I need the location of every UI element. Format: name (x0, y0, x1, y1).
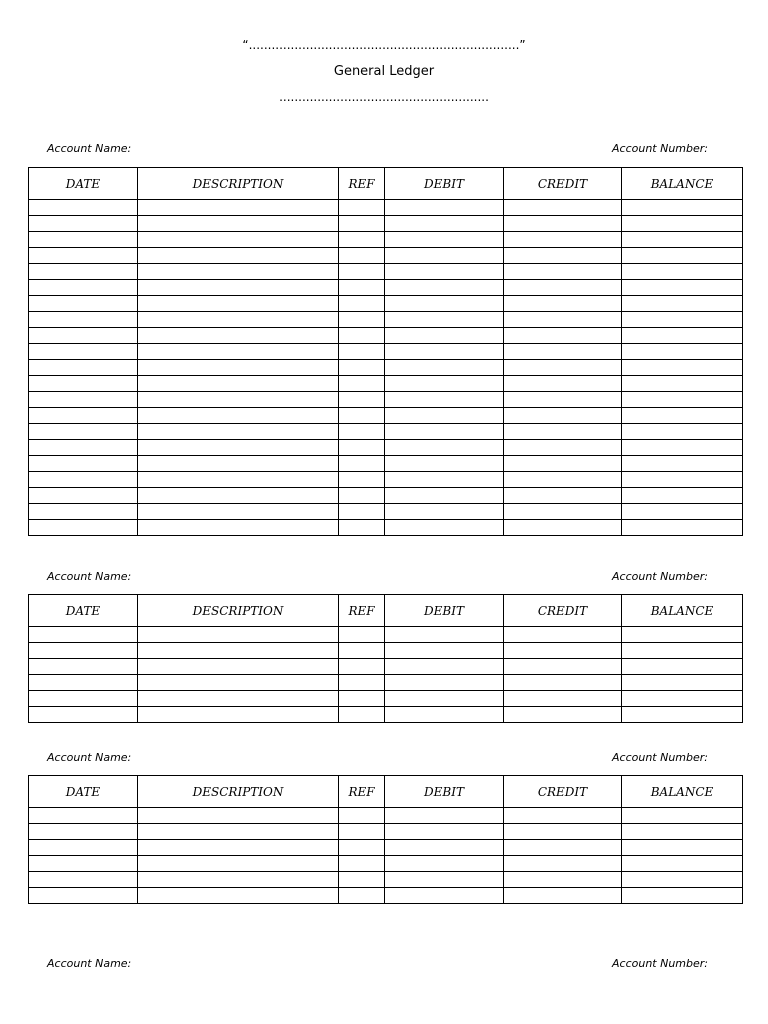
cell-balance[interactable] (622, 216, 743, 232)
cell-description[interactable] (138, 520, 339, 536)
cell-description[interactable] (138, 408, 339, 424)
cell-credit[interactable] (504, 504, 622, 520)
table-row (29, 888, 743, 904)
column-header-ref: REF (339, 595, 385, 627)
cell-date[interactable] (29, 840, 138, 856)
cell-date[interactable] (29, 248, 138, 264)
cell-debit[interactable] (385, 659, 504, 675)
column-header-description: DESCRIPTION (138, 776, 339, 808)
cell-credit[interactable] (504, 659, 622, 675)
header-dots-top: “.......................................................................” (242, 38, 526, 52)
table-row (29, 707, 743, 723)
table-row (29, 264, 743, 280)
table-row (29, 376, 743, 392)
table-row (29, 280, 743, 296)
cell-ref[interactable] (339, 888, 385, 904)
table-row (29, 408, 743, 424)
cell-credit[interactable] (504, 824, 622, 840)
cell-date[interactable] (29, 280, 138, 296)
cell-description[interactable] (138, 472, 339, 488)
cell-description[interactable] (138, 824, 339, 840)
cell-description[interactable] (138, 200, 339, 216)
table-row (29, 360, 743, 376)
cell-balance[interactable] (622, 440, 743, 456)
table-row (29, 200, 743, 216)
cell-ref[interactable] (339, 840, 385, 856)
cell-debit[interactable] (385, 691, 504, 707)
cell-debit[interactable] (385, 472, 504, 488)
cell-date[interactable] (29, 504, 138, 520)
cell-balance[interactable] (622, 472, 743, 488)
account-number-label: Account Number: (612, 142, 708, 155)
cell-balance[interactable] (622, 840, 743, 856)
cell-date[interactable] (29, 472, 138, 488)
cell-date[interactable] (29, 872, 138, 888)
cell-ref[interactable] (339, 344, 385, 360)
cell-credit[interactable] (504, 840, 622, 856)
table-row (29, 312, 743, 328)
cell-credit[interactable] (504, 360, 622, 376)
cell-description[interactable] (138, 376, 339, 392)
account-number-label: Account Number: (612, 570, 708, 583)
cell-date[interactable] (29, 440, 138, 456)
table-row (29, 520, 743, 536)
cell-date[interactable] (29, 264, 138, 280)
cell-ref[interactable] (339, 856, 385, 872)
cell-credit[interactable] (504, 691, 622, 707)
cell-credit[interactable] (504, 296, 622, 312)
cell-ref[interactable] (339, 707, 385, 723)
column-header-description: DESCRIPTION (138, 595, 339, 627)
cell-debit[interactable] (385, 424, 504, 440)
cell-date[interactable] (29, 643, 138, 659)
cell-date[interactable] (29, 408, 138, 424)
cell-balance[interactable] (622, 328, 743, 344)
column-header-description: DESCRIPTION (138, 168, 339, 200)
cell-ref[interactable] (339, 216, 385, 232)
cell-debit[interactable] (385, 520, 504, 536)
header-dots-bottom: ....................................................... (279, 90, 489, 104)
table-row (29, 488, 743, 504)
cell-ref[interactable] (339, 264, 385, 280)
cell-balance[interactable] (622, 408, 743, 424)
table-row (29, 824, 743, 840)
column-header-debit: DEBIT (385, 168, 504, 200)
cell-credit[interactable] (504, 280, 622, 296)
account-info-row (47, 142, 708, 158)
cell-debit[interactable] (385, 328, 504, 344)
cell-date[interactable] (29, 376, 138, 392)
cell-date[interactable] (29, 856, 138, 872)
cell-description[interactable] (138, 856, 339, 872)
cell-debit[interactable] (385, 376, 504, 392)
cell-description[interactable] (138, 659, 339, 675)
table-row (29, 856, 743, 872)
table-row (29, 675, 743, 691)
cell-description[interactable] (138, 392, 339, 408)
cell-debit[interactable] (385, 408, 504, 424)
cell-ref[interactable] (339, 280, 385, 296)
cell-ref[interactable] (339, 456, 385, 472)
table-row (29, 216, 743, 232)
column-header-ref: REF (339, 776, 385, 808)
cell-credit[interactable] (504, 456, 622, 472)
table-row (29, 472, 743, 488)
cell-date[interactable] (29, 707, 138, 723)
column-header-balance: BALANCE (622, 595, 743, 627)
cell-description[interactable] (138, 691, 339, 707)
cell-ref[interactable] (339, 691, 385, 707)
cell-date[interactable] (29, 675, 138, 691)
table-row (29, 440, 743, 456)
column-header-balance: BALANCE (622, 168, 743, 200)
cell-debit[interactable] (385, 627, 504, 643)
cell-credit[interactable] (504, 392, 622, 408)
cell-credit[interactable] (504, 675, 622, 691)
cell-debit[interactable] (385, 504, 504, 520)
cell-description[interactable] (138, 675, 339, 691)
cell-balance[interactable] (622, 675, 743, 691)
cell-description[interactable] (138, 296, 339, 312)
cell-balance[interactable] (622, 264, 743, 280)
table-row (29, 392, 743, 408)
cell-ref[interactable] (339, 488, 385, 504)
cell-debit[interactable] (385, 808, 504, 824)
cell-credit[interactable] (504, 344, 622, 360)
cell-credit[interactable] (504, 424, 622, 440)
cell-ref[interactable] (339, 392, 385, 408)
cell-description[interactable] (138, 344, 339, 360)
cell-description[interactable] (138, 488, 339, 504)
cell-date[interactable] (29, 328, 138, 344)
ledger-table (28, 775, 743, 904)
table-row (29, 328, 743, 344)
table-row (29, 659, 743, 675)
cell-debit[interactable] (385, 360, 504, 376)
cell-ref[interactable] (339, 872, 385, 888)
column-header-credit: CREDIT (504, 168, 622, 200)
cell-date[interactable] (29, 808, 138, 824)
cell-debit[interactable] (385, 856, 504, 872)
cell-ref[interactable] (339, 472, 385, 488)
cell-balance[interactable] (622, 888, 743, 904)
cell-description[interactable] (138, 232, 339, 248)
cell-date[interactable] (29, 691, 138, 707)
cell-ref[interactable] (339, 440, 385, 456)
cell-ref[interactable] (339, 824, 385, 840)
cell-debit[interactable] (385, 824, 504, 840)
cell-ref[interactable] (339, 808, 385, 824)
cell-date[interactable] (29, 392, 138, 408)
cell-description[interactable] (138, 808, 339, 824)
cell-ref[interactable] (339, 675, 385, 691)
cell-balance[interactable] (622, 627, 743, 643)
account-info-row (47, 570, 708, 586)
cell-ref[interactable] (339, 408, 385, 424)
cell-description[interactable] (138, 707, 339, 723)
cell-description[interactable] (138, 888, 339, 904)
cell-credit[interactable] (504, 627, 622, 643)
table-row (29, 872, 743, 888)
cell-balance[interactable] (622, 232, 743, 248)
cell-debit[interactable] (385, 200, 504, 216)
table-row (29, 691, 743, 707)
cell-ref[interactable] (339, 520, 385, 536)
account-number-label: Account Number: (612, 751, 708, 764)
account-number-label: Account Number: (612, 957, 708, 970)
cell-debit[interactable] (385, 888, 504, 904)
cell-credit[interactable] (504, 472, 622, 488)
cell-debit[interactable] (385, 312, 504, 328)
cell-date[interactable] (29, 296, 138, 312)
cell-balance[interactable] (622, 248, 743, 264)
cell-balance[interactable] (622, 424, 743, 440)
cell-description[interactable] (138, 280, 339, 296)
cell-debit[interactable] (385, 675, 504, 691)
cell-description[interactable] (138, 328, 339, 344)
cell-date[interactable] (29, 200, 138, 216)
table-row (29, 232, 743, 248)
cell-ref[interactable] (339, 200, 385, 216)
cell-description[interactable] (138, 840, 339, 856)
cell-description[interactable] (138, 312, 339, 328)
table-header-row (29, 595, 743, 627)
cell-description[interactable] (138, 872, 339, 888)
cell-ref[interactable] (339, 504, 385, 520)
cell-ref[interactable] (339, 659, 385, 675)
cell-debit[interactable] (385, 840, 504, 856)
cell-debit[interactable] (385, 643, 504, 659)
cell-debit[interactable] (385, 344, 504, 360)
cell-description[interactable] (138, 504, 339, 520)
cell-debit[interactable] (385, 440, 504, 456)
cell-credit[interactable] (504, 520, 622, 536)
table-row (29, 296, 743, 312)
cell-description[interactable] (138, 424, 339, 440)
cell-credit[interactable] (504, 707, 622, 723)
cell-balance[interactable] (622, 872, 743, 888)
cell-credit[interactable] (504, 216, 622, 232)
cell-debit[interactable] (385, 488, 504, 504)
cell-description[interactable] (138, 248, 339, 264)
cell-credit[interactable] (504, 856, 622, 872)
cell-credit[interactable] (504, 408, 622, 424)
cell-balance[interactable] (622, 392, 743, 408)
cell-credit[interactable] (504, 376, 622, 392)
cell-description[interactable] (138, 360, 339, 376)
cell-credit[interactable] (504, 232, 622, 248)
cell-balance[interactable] (622, 376, 743, 392)
cell-debit[interactable] (385, 280, 504, 296)
cell-debit[interactable] (385, 296, 504, 312)
cell-balance[interactable] (622, 488, 743, 504)
cell-debit[interactable] (385, 872, 504, 888)
cell-date[interactable] (29, 360, 138, 376)
cell-credit[interactable] (504, 872, 622, 888)
cell-date[interactable] (29, 344, 138, 360)
cell-date[interactable] (29, 520, 138, 536)
cell-description[interactable] (138, 643, 339, 659)
cell-date[interactable] (29, 888, 138, 904)
cell-description[interactable] (138, 264, 339, 280)
cell-credit[interactable] (504, 488, 622, 504)
cell-balance[interactable] (622, 296, 743, 312)
ledger-table (28, 167, 743, 536)
cell-credit[interactable] (504, 200, 622, 216)
cell-balance[interactable] (622, 344, 743, 360)
cell-ref[interactable] (339, 376, 385, 392)
account-info-row (47, 957, 708, 973)
account-info-row (47, 751, 708, 767)
cell-credit[interactable] (504, 440, 622, 456)
cell-ref[interactable] (339, 232, 385, 248)
cell-credit[interactable] (504, 328, 622, 344)
table-row (29, 248, 743, 264)
cell-date[interactable] (29, 216, 138, 232)
cell-ref[interactable] (339, 424, 385, 440)
account-name-label: Account Name: (47, 957, 132, 970)
cell-ref[interactable] (339, 248, 385, 264)
cell-credit[interactable] (504, 248, 622, 264)
cell-date[interactable] (29, 232, 138, 248)
cell-credit[interactable] (504, 643, 622, 659)
cell-balance[interactable] (622, 856, 743, 872)
cell-date[interactable] (29, 627, 138, 643)
cell-credit[interactable] (504, 264, 622, 280)
table-header-row (29, 776, 743, 808)
cell-date[interactable] (29, 312, 138, 328)
cell-date[interactable] (29, 424, 138, 440)
ledger-table (28, 594, 743, 723)
page-title: General Ledger (333, 64, 435, 79)
cell-date[interactable] (29, 456, 138, 472)
table-row (29, 643, 743, 659)
column-header-credit: CREDIT (504, 595, 622, 627)
account-name-label: Account Name: (47, 142, 132, 155)
cell-description[interactable] (138, 440, 339, 456)
account-name-label: Account Name: (47, 570, 132, 583)
cell-balance[interactable] (622, 643, 743, 659)
cell-debit[interactable] (385, 248, 504, 264)
cell-ref[interactable] (339, 643, 385, 659)
cell-balance[interactable] (622, 312, 743, 328)
table-row (29, 504, 743, 520)
cell-balance[interactable] (622, 808, 743, 824)
table-row (29, 456, 743, 472)
cell-debit[interactable] (385, 216, 504, 232)
cell-ref[interactable] (339, 296, 385, 312)
column-header-date: DATE (29, 776, 138, 808)
cell-ref[interactable] (339, 328, 385, 344)
column-header-balance: BALANCE (622, 776, 743, 808)
cell-balance[interactable] (622, 200, 743, 216)
column-header-debit: DEBIT (385, 595, 504, 627)
cell-debit[interactable] (385, 264, 504, 280)
cell-date[interactable] (29, 824, 138, 840)
cell-credit[interactable] (504, 888, 622, 904)
cell-balance[interactable] (622, 824, 743, 840)
cell-debit[interactable] (385, 232, 504, 248)
cell-date[interactable] (29, 659, 138, 675)
column-header-ref: REF (339, 168, 385, 200)
cell-ref[interactable] (339, 312, 385, 328)
cell-balance[interactable] (622, 456, 743, 472)
column-header-debit: DEBIT (385, 776, 504, 808)
cell-balance[interactable] (622, 280, 743, 296)
table-row (29, 424, 743, 440)
cell-date[interactable] (29, 488, 138, 504)
cell-balance[interactable] (622, 504, 743, 520)
cell-debit[interactable] (385, 392, 504, 408)
table-row (29, 840, 743, 856)
cell-description[interactable] (138, 216, 339, 232)
cell-credit[interactable] (504, 312, 622, 328)
column-header-date: DATE (29, 595, 138, 627)
cell-balance[interactable] (622, 691, 743, 707)
cell-description[interactable] (138, 627, 339, 643)
cell-description[interactable] (138, 456, 339, 472)
cell-balance[interactable] (622, 520, 743, 536)
cell-debit[interactable] (385, 456, 504, 472)
table-row (29, 808, 743, 824)
column-header-credit: CREDIT (504, 776, 622, 808)
cell-balance[interactable] (622, 707, 743, 723)
table-row (29, 627, 743, 643)
cell-debit[interactable] (385, 707, 504, 723)
cell-ref[interactable] (339, 627, 385, 643)
account-name-label: Account Name: (47, 751, 132, 764)
cell-balance[interactable] (622, 659, 743, 675)
cell-balance[interactable] (622, 360, 743, 376)
table-row (29, 344, 743, 360)
column-header-date: DATE (29, 168, 138, 200)
table-header-row (29, 168, 743, 200)
cell-credit[interactable] (504, 808, 622, 824)
cell-ref[interactable] (339, 360, 385, 376)
